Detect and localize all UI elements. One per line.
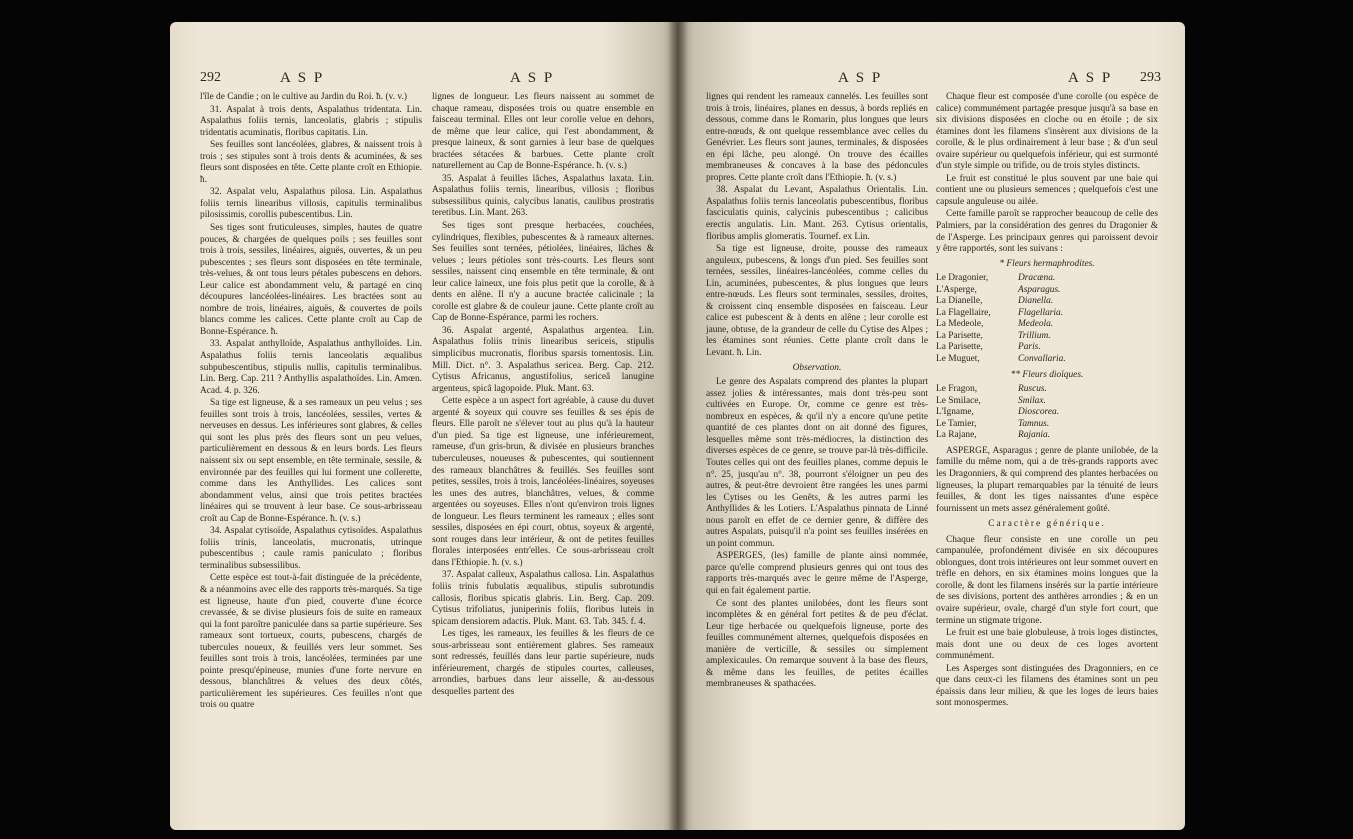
right-page xyxy=(678,22,1185,830)
genus-french: Le Tamier, xyxy=(936,418,977,429)
genus-list-hermaphrodites xyxy=(936,273,1158,365)
genus-latin: Paris. xyxy=(1018,342,1041,353)
left-head-word-1: A S P xyxy=(280,70,325,86)
book-gutter xyxy=(668,22,688,830)
paragraph: ASPERGE, Asparagus ; genre de plante unilobée, de la famille du même nom, qui a de très-grands rapports avec les Dragonniers, & qui comprend des plantes herbacées ou ligneuses, la plupart remarquables par la ténuité de leurs feuilles, & dont les tiges naissantes d'une espèce fournissent un mets assez généralement goûté. xyxy=(936,445,1158,514)
genus-latin: Dianella. xyxy=(1018,296,1054,307)
paragraph: Le genre des Aspalats comprend des plantes la plupart assez jolies & intéressantes, mais dont très-peu sont cultivées en Europe. Or, comme ce genre est très-nombreux en espèces, & qu'il n'y a encore qu'une petite quantité de ces plantes dont on ait donné des figures, lesquelles même sont très-médiocres, la distinction des diverses espèces de ce genre, se trouve par-là très-difficile. Toutes celles qui ont des feuilles planes, comme depuis le n°. 25, jusqu'au n°. 38, pourront s'éloigner un peu des autres, & peut-être devroient être rangées les unes parmi les Cytises ou les Genêts, & les autres parmi les Anthyllides & les Lotiers. L'Aspalathus pinnata de Linné nous paroît en effet de ce dernier genre, & diffère des autres Aspalats, puisqu'il n'a point ses feuilles insérées en un point commun. xyxy=(706,377,928,549)
paragraph: Ses tiges sont presque herbacées, couchées, cylindriques, flexibles, pubescentes & à rameaux alternes. Ses feuilles sont ternées, pétiolées, linéaires, lâches & velues ; leurs pétioles sont très-courts. Les fleurs sont sessiles, naissent cinq ensemble en tête terminale, & ont leur calice laineux, une fois plus petit que la corolle, & à dents en alêne. Il n'y a aucune bractée calicinale ; la corolle est glabre & de couleur jaune. Cette plante croît au Cap de Bonne-Espérance, parmi les rochers. xyxy=(432,221,654,324)
paragraph: Les Asperges sont distinguées des Dragonniers, en ce que dans ceux-ci les filamens des étamines sont un peu épaissis dans leur milieu, & que les loges de leurs baies sont monospermes. xyxy=(936,663,1158,709)
genus-latin: Trillium. xyxy=(1018,330,1051,341)
genus-french: La Flagellaire, xyxy=(936,307,991,318)
genus-latin: Smilax. xyxy=(1018,395,1046,406)
paragraph: Sa tige est ligneuse, & a ses rameaux un peu velus ; ses feuilles sont trois à trois, lancéolées, sessiles, vertes & nerveuses en dessus. Les inférieures sont glabres, & celles qui sont les plus près des fleurs sont un peu velues, particulièrement en dessous & en leurs bords. Les fleurs naissent six ou sept ensemble, en tête terminale, sessile, & environnée par des feuilles qui lui forment une collerette, comme dans les Anthyllides. Les calices sont abondamment velus, ainsi que trois petites bractées linéaires qui se trouvent à leur base. Ce sous-arbrisseau croît au Cap de Bonne-Espérance. ħ. (v. s.) xyxy=(200,398,422,524)
right-running-head xyxy=(678,70,1185,88)
left-column-1 xyxy=(200,92,422,713)
genus-latin: Tamnus. xyxy=(1018,418,1050,429)
genus-latin: Asparagus. xyxy=(1018,284,1061,295)
genus-french: L'Asperge, xyxy=(936,284,977,295)
paragraph: 32. Aspalat velu, Aspalathus pilosa. Lin. Aspalathus foliis ternis linearibus villosis, capitulis terminalibus pilosissimis, corollis pubescentibus. Lin. xyxy=(200,187,422,221)
genus-latin: Dracæna. xyxy=(1018,273,1056,284)
paragraph: Chaque fleur est composée d'une corolle (ou espèce de calice) communément partagée presque jusqu'à sa base en six divisions disposées en cloche ou en étoile ; de six étamines dont les filamens s'insèrent aux divisions de la corolle, & le plus ordinairement à leur base ; & d'un seul ovaire supérieur ou quelquefois inférieur, qui est surmonté d'un style simple ou trifide, ou de trois styles distincts. xyxy=(936,92,1158,172)
paragraph: 34. Aspalat cytisoïde, Aspalathus cytisoïdes. Aspalathus foliis trinis, lanceolatis, mucronatis, utrinque pubescentibus ; caule ramis paniculato ; floribus terminalibus subsessilibus. xyxy=(200,526,422,571)
left-page-number: 292 xyxy=(200,70,221,85)
genus-french: La Parisette, xyxy=(936,330,983,341)
open-book xyxy=(170,22,1185,830)
genus-french: La Parisette, xyxy=(936,342,983,353)
genus-latin: Convallaria. xyxy=(1018,354,1066,365)
paragraph: lignes de longueur. Les fleurs naissent au sommet de chaque rameau, disposées trois ou quatre ensemble en faisceau terminal. Elles ont leur corolle velue en dehors, de même que leur calice, qui l'est abondamment, & presque laineux, & sont garnies à leur base de quelques bractées sétacées & barbues. Cette plante croît naturellement au Cap de Bonne-Espérance. ħ. (v. s.) xyxy=(432,92,654,172)
genus-french: Le Fragon, xyxy=(936,384,978,395)
paragraph: Ses tiges sont fruticuleuses, simples, hautes de quatre pouces, & chargées de quelques poils ; ses feuilles sont trois à trois, sessiles, linéaires, aiguës, ouvertes, & un peu pubescentes ; ses fleurs sont disposées en tête terminale, très-velues, & ont tous leurs pétales pubescens en dehors. Leur calice est abondamment velu, & partagé en cinq découpures lancéolées-linéaires. Les bractées sont au nombre de trois, linéaires, aiguës, & couvertes de poils blancs comme les calices. Cette plante croît au Cap de Bonne-Espérance. ħ. xyxy=(200,223,422,337)
paragraph: 37. Aspalat calleux, Aspalathus callosa. Lin. Aspalathus foliis trinis fubulatis æqualibus, stipulis subrotundis callosis, floribus spicatis glabris. Lin. Berg. Cap. 209. Cytisus trifoliatus, juniperinis foliis, floribus luteis in spicam densiorem adactis. Pluk. Mant. 63. Tab. 345. f. 4. xyxy=(432,570,654,627)
left-running-head xyxy=(170,70,678,88)
section-heading: Caractère générique. xyxy=(988,519,1106,530)
paragraph: Le fruit est une baie globuleuse, à trois loges distinctes, mais dont une ou deux de ces loges avortent communément. xyxy=(936,628,1158,662)
genus-french: Le Smilace, xyxy=(936,395,981,406)
genus-french: Le Muguet, xyxy=(936,354,980,365)
left-head-word-2: A S P xyxy=(510,70,555,86)
genus-french: La Medeole, xyxy=(936,319,984,330)
group-heading-dioiques: ** Fleurs dioïques. xyxy=(1010,369,1084,380)
right-page-number: 293 xyxy=(1140,70,1161,85)
right-head-word-2: A S P xyxy=(1068,70,1113,86)
paragraph: 33. Aspalat anthylloïde, Aspalathus anthylloïdes. Lin. Aspalathus foliis ternis lanceolatis æqualibus subpubescentibus, stipulis nullis, capitulis terminalibus. Lin. Berg. Cap. 211 ? Anthyllis aspalathoïdes. Lin. Amœn. Acad. 4. p. 326. xyxy=(200,339,422,396)
left-column-2 xyxy=(432,92,654,699)
genus-french: La Dianelle, xyxy=(936,296,983,307)
right-column-2 xyxy=(936,92,1158,711)
right-column-1 xyxy=(706,92,928,692)
paragraph: Les tiges, les rameaux, les feuilles & les fleurs de ce sous-arbrisseau sont entièrement glabres. Ses rameaux sont redressés, feuillés dans leur partie supérieure, nuds inférieurement, chargés de stipules courtes, calleuses, arrondies, barbues dans leur aisselle, & au-dessous desquelles partent des xyxy=(432,629,654,697)
paragraph: Le fruit est constitué le plus souvent par une baie qui contient une ou plusieurs semences ; quelquefois c'est une capsule anguleuse ou ailée. xyxy=(936,173,1158,207)
genus-french: La Rajane, xyxy=(936,430,977,441)
group-heading-hermaphrodites: * Fleurs hermaphrodites. xyxy=(999,258,1095,269)
right-head-word-1: A S P xyxy=(838,70,883,86)
genus-list-dioiques xyxy=(936,384,1158,442)
left-page xyxy=(170,22,678,830)
genus-french: Le Dragonier, xyxy=(936,273,989,284)
genus-latin: Medeola. xyxy=(1018,319,1054,330)
genus-french: L'Igname, xyxy=(936,407,974,418)
genus-latin: Flagellaria. xyxy=(1018,307,1064,318)
paragraph: Cette espèce a un aspect fort agréable, à cause du duvet argenté & soyeux qui couvre ses feuilles & ses épis de fleurs. Elle paroît ne s'élever tout au plus qu'à la hauteur d'un pied. Sa tige est ligneuse, une inférieurement, rameuse, d'un gris-brun, & divisée en plusieurs branches tuberculeuses, noueuses & pubescentes, qui soutiennent des rameaux blanchâtres & feuillés. Ses feuilles sont petites, sessiles, trois à trois, lancéolées-linéaires, soyeuses les unes des autres, blanchâtres, velues, & comme argentées ou soyeuses. Elles n'ont qu'environ trois lignes de longueur. Les fleurs terminent les rameaux ; elles sont sessiles, disposées en épi court, obtus, soyeux & argenté, sont rouges dans leur intérieur, & ont de petites feuilles florales interposées entr'elles. Ce sous-arbrisseau croît dans l'Ethiopie. ħ. (v. s.) xyxy=(432,396,654,568)
paragraph: ASPERGES, (les) famille de plante ainsi nommée, parce qu'elle comprend plusieurs genres qui ont tous des rapports très-marqués avec le genre même de l'Asperge, qui en fait également partie. xyxy=(706,551,928,596)
genus-latin: Dioscorea. xyxy=(1018,407,1060,418)
paragraph: Cette famille paroît se rapprocher beaucoup de celle des Palmiers, par la considération des genres du Dragonier & de l'Asperge. Les principaux genres qui paroissent devoir y être rapportés, sont les suivans : xyxy=(936,209,1158,255)
paragraph: l'île de Candie ; on le cultive au Jardin du Roi. ħ. (v. v.) xyxy=(200,92,407,102)
genus-latin: Ruscus. xyxy=(1018,384,1047,395)
paragraph: 38. Aspalat du Levant, Aspalathus Orientalis. Lin. Aspalathus foliis ternis lanceolatis pubescentibus, floribus fasciculatis quinis, calycinis pubescentibus ; calicibus erectis angulatis. Lin. Mant. 263. Cytisus orientalis, floribus amplis glomeratis. Tournef. ex Lin. xyxy=(706,185,928,242)
paragraph: 31. Aspalat à trois dents, Aspalathus tridentata. Lin. Aspalathus foliis ternis, lanceolatis, glabris ; stipulis tridentatis acuminatis, floribus capitatis. Lin. xyxy=(200,104,422,138)
paragraph: Cette espèce est tout-à-fait distinguée de la précédente, & a néanmoins avec elle des rapports très-marqués. Sa tige est ligneuse, haute d'un pied, couverte d'une écorce crevassée, & se divise plusieurs fois de suite en rameaux qui la font paroître paniculée dans sa partie supérieure. Ses rameaux sont tortueux, courts, pubescens, chargés de tubercules noueux, & feuillés vers leur sommet. Ses feuilles sont trois à trois, lancéolées, terminées par une pointe presqu'épineuse, munies d'une forte nervure en dessous, blanchâtres & velues des deux côtés, particulièrement les supérieures. Ces feuilles n'ont que trois ou quatre xyxy=(200,573,422,711)
section-heading: Observation. xyxy=(792,362,842,373)
paragraph: Chaque fleur consiste en une corolle un peu campanulée, profondément divisée en six découpures oblongues, dont trois intérieures ont leur sommet ouvert en trèfle en dehors, en six étamines moins longues que la corolle, & dont les filamens insérés sur la partie intérieure de ses divisions, portent des anthères arrondies ; & en un ovaire supérieur, ovale, chargé d'un style fort court, que termine un stigmate trigone. xyxy=(936,534,1158,626)
paragraph: lignes qui rendent les rameaux cannelés. Les feuilles sont trois à trois, linéaires, planes en dessus, à bords repliés en dessous, comme dans le Romarin, plus longues que leurs entre-nœuds, & ont quelque ressemblance avec celles du Genévrier. Les fleurs sont jaunes, terminales, & disposées en épi lâche, peu alongé. On trouve des écailles membraneuses & concaves à la base des pédoncules propres. Cette plante croît dans l'Ethiopie. ħ. (v. s.) xyxy=(706,92,928,183)
paragraph: Sa tige est ligneuse, droite, pousse des rameaux anguleux, pubescens, & longs d'un pied. Ses feuilles sont ternées, sessiles, linéaires-lancéolées, comme celles du Lin, acuminées, pubescentes, & plus longues que leurs entre-nœuds. Les fleurs sont terminales, sessiles, droites, & croissent cinq ensemble disposées en faisceau. Leur calice est pubescent & à dents en alêne ; leur corolle est jaune, obtuse, de la grandeur de celle du Cytise des Alpes ; les étamines sont réunies. Cette plante croît dans le Levant. ħ. Lin. xyxy=(706,244,928,359)
paragraph: Ce sont des plantes unilobées, dont les fleurs sont incomplètes & en général fort petites & de peu d'éclat. Leur tige herbacée ou quelquefois ligneuse, porte des feuilles communément alternes, quelquefois disposées en manière de verticille, & sessiles ou simplement amplexicaules. On remarque souvent à la base des fleurs, & même dans les feuilles, de petites écailles membraneuses & spathacées. xyxy=(706,598,928,690)
genus-latin: Rajania. xyxy=(1018,430,1051,441)
paragraph: Ses feuilles sont lancéolées, glabres, & naissent trois à trois ; ses stipules sont à trois dents & acuminées, & ses fleurs sont disposées en tête. Cette plante croît en Ethiopie. ħ. xyxy=(200,140,422,185)
paragraph: 35. Aspalat à feuilles lâches, Aspalathus laxata. Lin. Aspalathus foliis ternis, linearibus, villosis ; floribus subsessilibus quinis, calycibus lanatis, caulibus prostratis teretibus. Lin. Mant. 263. xyxy=(432,173,654,219)
paragraph: 36. Aspalat argenté, Aspalathus argentea. Lin. Aspalathus foliis trinis linearibus sericeis, stipulis simplicibus mucronatis, floribus sparsis tomentosis. Lin. Mill. Dict. n°. 3. Aspalathus sericea. Berg. Cap. 212. Cytisus Africanus, angustifolius, sericeâ lanugine argenteus, spicâ lagopoide. Pluk. Mant. 63. xyxy=(432,325,654,394)
